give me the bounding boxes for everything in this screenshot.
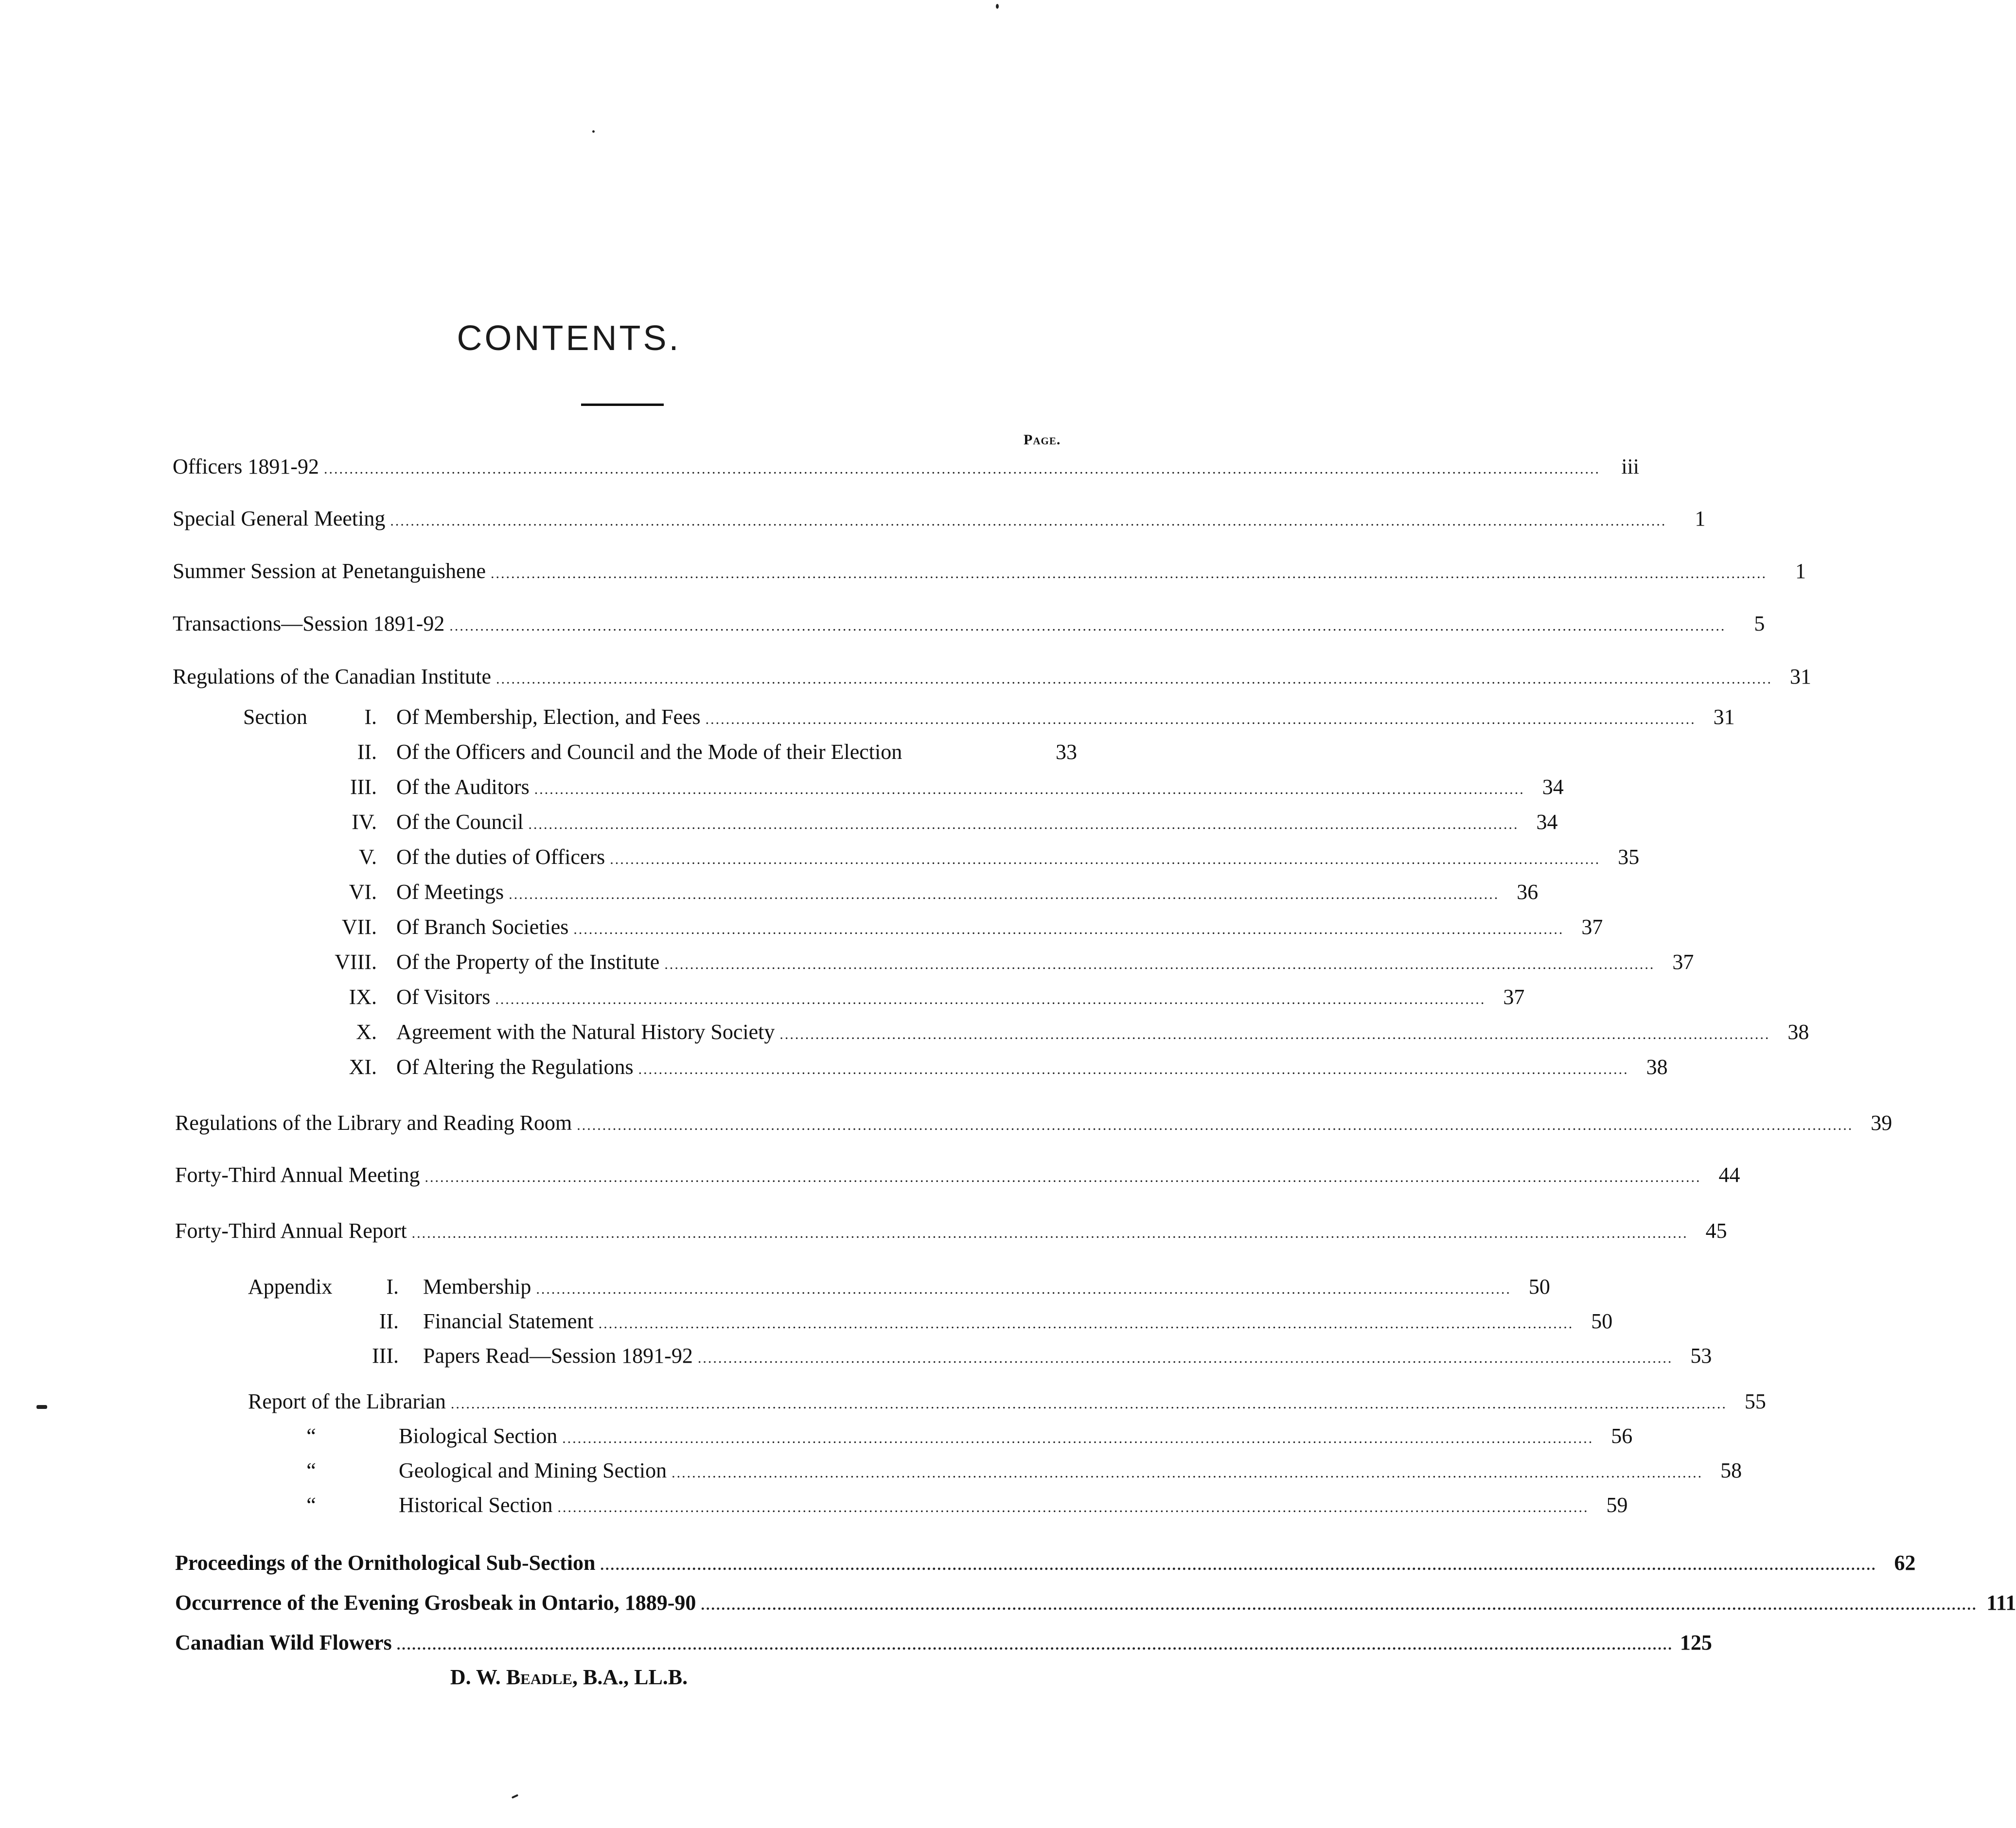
toc-entry-label: Canadian Wild Flowers bbox=[175, 1631, 392, 1654]
regulation-section[interactable] bbox=[289, 843, 1640, 872]
section-page: 38 bbox=[1646, 1055, 1668, 1079]
author-signature bbox=[0, 1663, 1138, 1692]
leader-dots: .......................................................................................................................................................................................................... bbox=[557, 1499, 1589, 1515]
toc-entry-label: Summer Session at Penetanguishene bbox=[173, 559, 486, 583]
section-label: Of Visitors bbox=[396, 985, 491, 1009]
toc-entry-librarian-report[interactable] bbox=[248, 1387, 1766, 1416]
author-name: Beadle bbox=[506, 1665, 572, 1689]
title-rule bbox=[581, 404, 664, 406]
section-label: Agreement with the Natural History Society bbox=[396, 1020, 775, 1044]
toc-entry-page: 1 bbox=[1795, 559, 1806, 583]
leader-dots: .................................................................................................................................................................................................. bbox=[610, 851, 1601, 867]
appendix-item[interactable] bbox=[321, 1341, 1712, 1371]
subsection-page: 59 bbox=[1606, 1493, 1628, 1517]
regulation-section[interactable] bbox=[289, 983, 1525, 1012]
leader-dots: .......................................................................................................................................................................................................................................................... bbox=[411, 1225, 1688, 1241]
leader-dots: .................................................................................................................................................................................................. bbox=[509, 886, 1500, 902]
print-speck bbox=[592, 130, 595, 133]
section-label: Of Branch Societies bbox=[396, 915, 569, 939]
subsection-page: 56 bbox=[1611, 1424, 1633, 1448]
section-number: XI. bbox=[349, 1055, 377, 1079]
author-degrees: , B.A., LL.B. bbox=[572, 1665, 688, 1689]
toc-entry-wild-flowers[interactable] bbox=[175, 1628, 1712, 1657]
leader-dots: ............................................................................................................................................................................................... bbox=[598, 1316, 1574, 1332]
leader-dots: .................................................................................................................................................................................................. bbox=[664, 956, 1655, 972]
appendix-item[interactable] bbox=[321, 1307, 1613, 1336]
page-title: CONTENTS. bbox=[457, 319, 681, 358]
section-number: VII. bbox=[341, 915, 377, 939]
section-page: 36 bbox=[1517, 880, 1539, 904]
section-label: Of the Auditors bbox=[396, 775, 530, 799]
section-label: Of Membership, Election, and Fees bbox=[396, 705, 701, 729]
leader-dots: .......................................................................................................................................................................................................................................................... bbox=[449, 618, 1726, 634]
appendix-page: 50 bbox=[1528, 1275, 1550, 1299]
toc-entry-ornithological[interactable] bbox=[175, 1548, 1916, 1578]
appendix-item[interactable] bbox=[321, 1272, 1550, 1301]
section-label: Of the duties of Officers bbox=[396, 845, 605, 869]
appendix-number: I. bbox=[386, 1275, 399, 1299]
author-initials: D. W. bbox=[450, 1665, 501, 1689]
toc-entry-page: 44 bbox=[1718, 1163, 1740, 1187]
toc-entry-page: 55 bbox=[1744, 1389, 1766, 1413]
leader-dots: .......................................................................................................................................................................................................................................................... bbox=[577, 1117, 1854, 1133]
leader-dots: .......................................................................................................................................................................................................................................................... bbox=[495, 671, 1772, 687]
toc-entry-page: iii bbox=[1621, 455, 1639, 478]
regulation-section[interactable] bbox=[289, 808, 1558, 837]
leader-dots: .......................................................................................................................................................................................................................................................... bbox=[396, 1637, 1673, 1653]
toc-entry-page: 125 bbox=[1680, 1631, 1712, 1654]
print-speck bbox=[996, 4, 999, 9]
leader-dots: .......................................................................................................................................................................................................................................................... bbox=[450, 1396, 1727, 1412]
ditto-mark: “ bbox=[306, 1459, 316, 1482]
leader-dots: .................................................................................................................................................................................................. bbox=[638, 1061, 1629, 1077]
toc-entry-page: 111 bbox=[1986, 1591, 2016, 1615]
leader-dots: ............................................................................................................................................................................................... bbox=[697, 1350, 1673, 1366]
leader-dots: .................................................................................................................................................................................................. bbox=[534, 781, 1525, 797]
leader-dots: .......................................................................................................................................................................................................... bbox=[672, 1465, 1703, 1481]
librarian-subsection[interactable] bbox=[292, 1491, 1628, 1520]
section-prefix: Section bbox=[243, 705, 307, 729]
toc-entry-page: 39 bbox=[1871, 1111, 1892, 1135]
regulation-section[interactable] bbox=[289, 878, 1539, 907]
print-speck bbox=[512, 1794, 518, 1799]
regulation-section[interactable] bbox=[289, 773, 1564, 802]
leader-dots: .................................................................................................................................................................................................. bbox=[573, 921, 1564, 937]
toc-entry-transactions[interactable] bbox=[173, 609, 1765, 638]
toc-entry-special-general-meeting[interactable] bbox=[173, 504, 1706, 533]
subsection-label: Biological Section bbox=[399, 1424, 558, 1448]
regulation-section[interactable] bbox=[289, 913, 1603, 942]
leader-dots bbox=[907, 740, 1038, 769]
regulation-section[interactable] bbox=[289, 1018, 1809, 1047]
leader-dots: .......................................................................................................................................................................................................................................................... bbox=[390, 513, 1667, 529]
toc-entry-label: Transactions—Session 1891-92 bbox=[173, 612, 445, 635]
toc-entry-label: Report of the Librarian bbox=[248, 1389, 446, 1413]
appendix-number: III. bbox=[372, 1344, 399, 1368]
toc-entry-summer-session[interactable] bbox=[173, 557, 1806, 586]
toc-entry-label: Forty-Third Annual Meeting bbox=[175, 1163, 420, 1187]
leader-dots: .................................................................................................................................................................................................. bbox=[779, 1026, 1770, 1042]
section-number: IV. bbox=[352, 810, 377, 834]
section-number: III. bbox=[350, 775, 377, 799]
section-number: IX. bbox=[349, 985, 377, 1009]
leader-dots: .......................................................................................................................................................................................................................................................... bbox=[424, 1169, 1701, 1185]
librarian-subsection[interactable] bbox=[292, 1456, 1742, 1485]
appendix-number: II. bbox=[379, 1309, 399, 1333]
section-number: VIII. bbox=[335, 950, 377, 974]
section-number: VI. bbox=[349, 880, 377, 904]
toc-entry-label: Regulations of the Canadian Institute bbox=[173, 665, 491, 688]
regulation-section[interactable] bbox=[289, 948, 1694, 977]
leader-dots: .......................................................................................................................................................................................................................................................... bbox=[491, 565, 1768, 581]
toc-entry-page: 62 bbox=[1894, 1551, 1916, 1575]
appendix-label: Membership bbox=[423, 1275, 531, 1299]
section-label: Of the Property of the Institute bbox=[396, 950, 660, 974]
section-page: 38 bbox=[1787, 1020, 1809, 1044]
leader-dots: .......................................................................................................................................................................................................................................................... bbox=[324, 461, 1600, 477]
toc-entry-label: Forty-Third Annual Report bbox=[175, 1219, 407, 1243]
appendix-page: 50 bbox=[1591, 1309, 1613, 1333]
section-number: II. bbox=[357, 740, 377, 764]
leader-dots: .......................................................................................................................................................................................................................................................... bbox=[600, 1557, 1877, 1573]
toc-entry-label: Regulations of the Library and Reading Room bbox=[175, 1111, 572, 1135]
toc-entry-page: 31 bbox=[1789, 665, 1811, 688]
toc-entry-library-regulations[interactable] bbox=[175, 1108, 1892, 1138]
toc-entry-regulations-institute[interactable] bbox=[173, 662, 1811, 691]
leader-dots: .......................................................................................................................................................................................................................................................... bbox=[701, 1597, 1978, 1613]
section-label: Of the Officers and Council and the Mode of their Election bbox=[396, 740, 902, 764]
toc-entry-label: Special General Meeting bbox=[173, 507, 386, 530]
leader-dots: ............................................................................................................................................................................................... bbox=[536, 1281, 1511, 1297]
leader-dots: .......................................................................................................................................................................................................... bbox=[562, 1430, 1594, 1446]
leader-dots: .................................................................................................................................................................................................. bbox=[528, 816, 1519, 832]
section-page: 31 bbox=[1713, 705, 1735, 729]
librarian-subsection[interactable] bbox=[292, 1422, 1633, 1451]
leader-dots: .................................................................................................................................................................................................. bbox=[495, 991, 1486, 1007]
ditto-mark: “ bbox=[306, 1493, 316, 1517]
toc-entry-evening-grosbeak[interactable] bbox=[175, 1588, 2016, 1617]
section-number: X. bbox=[356, 1020, 377, 1044]
page-column-header: Page. bbox=[1024, 432, 1061, 448]
appendix-prefix: Appendix bbox=[248, 1275, 333, 1299]
section-page: 34 bbox=[1542, 775, 1564, 799]
regulation-section[interactable] bbox=[289, 1053, 1668, 1082]
toc-entry-page: 1 bbox=[1695, 507, 1706, 530]
toc-entry-label: Proceedings of the Ornithological Sub-Section bbox=[175, 1551, 596, 1575]
section-page: 37 bbox=[1503, 985, 1525, 1009]
subsection-label: Geological and Mining Section bbox=[399, 1459, 667, 1482]
section-page: 33 bbox=[1056, 740, 1077, 764]
toc-entry-label: Occurrence of the Evening Grosbeak in Ontario, 1889-90 bbox=[175, 1591, 696, 1615]
toc-entry-label: Officers 1891-92 bbox=[173, 455, 319, 478]
toc-entry-officers[interactable] bbox=[173, 452, 1639, 481]
section-label: Of the Council bbox=[396, 810, 524, 834]
subsection-page: 58 bbox=[1720, 1459, 1742, 1482]
toc-entry-annual-meeting[interactable] bbox=[175, 1160, 1740, 1190]
subsection-label: Historical Section bbox=[399, 1493, 553, 1517]
regulation-section[interactable] bbox=[289, 703, 1735, 732]
section-page: 37 bbox=[1581, 915, 1603, 939]
section-label: Of Meetings bbox=[396, 880, 504, 904]
section-number: I. bbox=[364, 705, 377, 729]
section-number: V. bbox=[358, 845, 377, 869]
toc-entry-page: 5 bbox=[1754, 612, 1765, 635]
toc-entry-annual-report[interactable] bbox=[175, 1216, 1727, 1246]
leader-dots: .................................................................................................................................................................................................. bbox=[705, 711, 1696, 727]
print-speck bbox=[36, 1405, 47, 1409]
section-page: 34 bbox=[1536, 810, 1558, 834]
ditto-mark: “ bbox=[306, 1424, 316, 1448]
appendix-label: Financial Statement bbox=[423, 1309, 594, 1333]
section-page: 35 bbox=[1618, 845, 1640, 869]
toc-entry-page: 45 bbox=[1705, 1219, 1727, 1243]
regulation-section[interactable] bbox=[289, 738, 1077, 767]
section-page: 37 bbox=[1672, 950, 1694, 974]
section-label: Of Altering the Regulations bbox=[396, 1055, 634, 1079]
appendix-page: 53 bbox=[1690, 1344, 1712, 1368]
appendix-label: Papers Read—Session 1891-92 bbox=[423, 1344, 693, 1368]
